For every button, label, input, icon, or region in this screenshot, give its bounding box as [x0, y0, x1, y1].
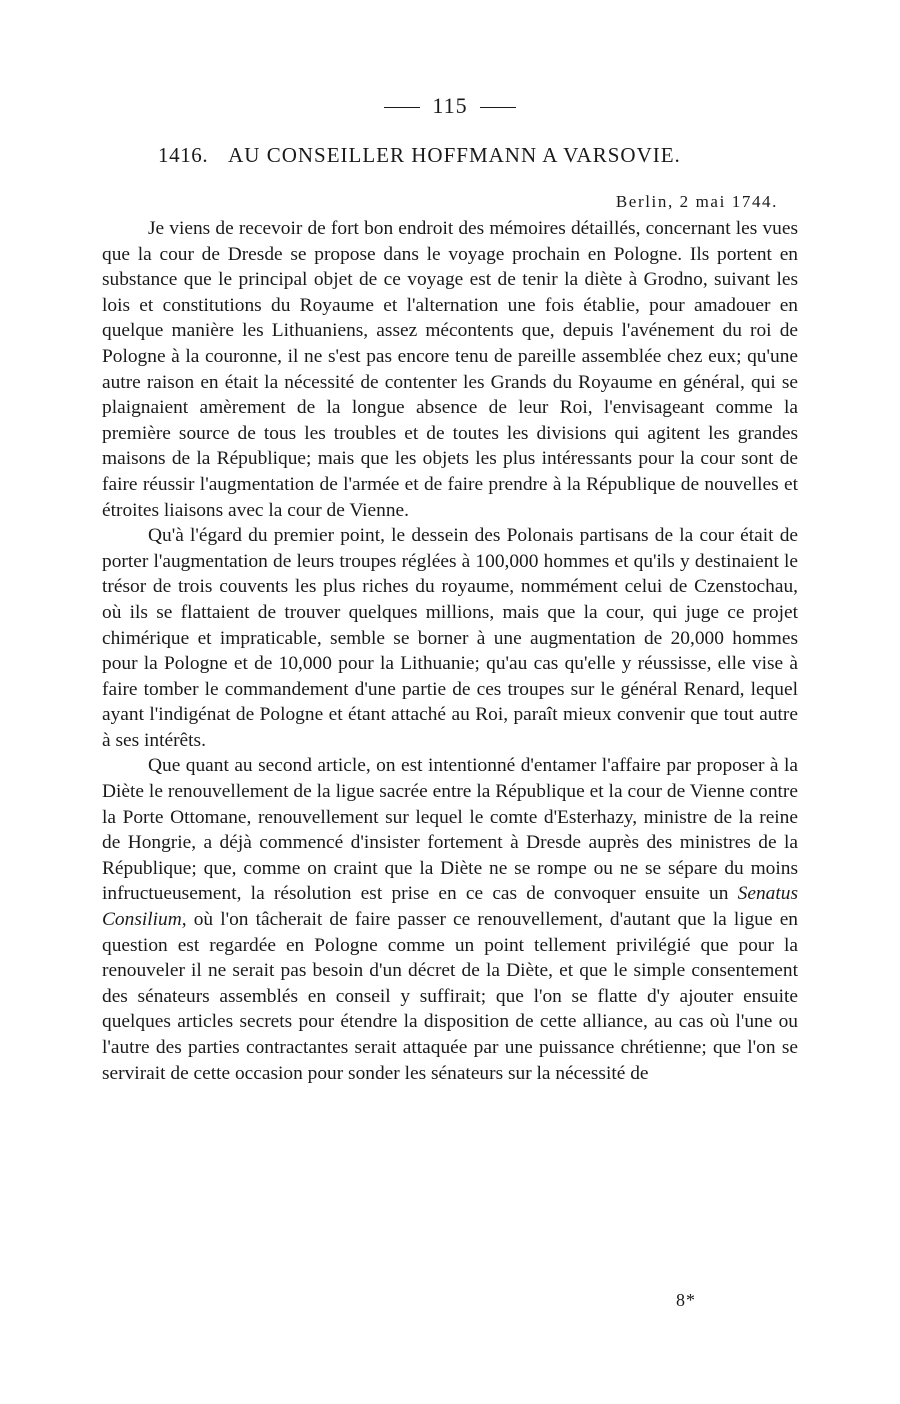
- letter-number: 1416.: [158, 143, 209, 167]
- paragraph-2: [102, 523, 798, 753]
- paragraph-3: [102, 753, 798, 1086]
- letter-title: AU CONSEILLER HOFFMANN A VARSOVIE.: [228, 143, 681, 167]
- paragraph-3-text-before: Que quant au second article, on est intentionné d'entamer l'affaire par proposer à la Diète le renouvellement de la ligue sacrée entre la République et la cour de Vienne contre la Porte Ottomane, renouvellement sur lequel le comte d'Esterhazy, ministre de la reine de Hongrie, a déjà commencé d'insister fortement à Dresde auprès des ministres de la République; que, comme on craint que la Diète ne se rompe ou ne se sépare du moins infructueusement, la résolution est prise en ce cas de convoquer ensuite un: [102, 755, 798, 905]
- paragraph-3-text-after: , où l'on tâcherait de faire passer ce renouvellement, d'autant que la ligue en question est regardée en Pologne comme un point tellement privilégié que pour la renouveler il ne serait pas besoin d'un décret de la Diète, et que le simple consentement des sénateurs assemblés en conseil y suffirait; que l'on se flatte d'y ajouter ensuite quelques articles secrets pour étendre la disposition de cette alliance, au cas où l'une ou l'autre des parties contractantes serait attaquée par une puissance chrétienne; que l'on se servirait de cette occasion pour sonder les sénateurs sur la nécessité de: [102, 909, 798, 1084]
- dateline: Berlin, 2 mai 1744.: [615, 192, 778, 211]
- page-number-text: 115: [432, 93, 468, 118]
- paragraph-1: [102, 216, 798, 523]
- paragraph-3-italic: Senatus Consilium: [102, 883, 798, 931]
- letter-body: [102, 216, 798, 1086]
- signature-mark: 8*: [676, 1290, 696, 1310]
- dash-left: [384, 107, 420, 108]
- page-number: [0, 93, 900, 119]
- paragraph-2-text: Qu'à l'égard du premier point, le dessein des Polonais partisans de la cour était de porter l'augmentation de leurs troupes réglées à 100,000 hommes et qu'ils y destinaient le trésor de trois couvents les plus riches du royaume, nommément celui de Czenstochau, où ils se flattaient de trouver quelques millions, mais que la cour, qui juge ce projet chimérique et impraticable, semble se borner à une augmentation de 20,000 hommes pour la Pologne et de 10,000 pour la Lithuanie; qu'au cas qu'elle y réussisse, elle vise à faire tomber le commandement d'une partie de ces troupes sur le général Renard, lequel ayant l'indigénat de Pologne et étant attaché au Roi, paraît mieux convenir que tout autre à ses intérêts.: [102, 525, 798, 751]
- paragraph-1-text: Je viens de recevoir de fort bon endroit des mémoires détaillés, concernant les vues que la cour de Dresde se propose dans le voyage prochain en Pologne. Ils portent en substance que le principal objet de ce voyage est de tenir la diète à Grodno, suivant les lois et constitutions du Royaume et l'alternation une fois établie, pour amadouer en quelque manière les Lithuaniens, assez mécontents que, depuis l'avénement du roi de Pologne à la couronne, il ne s'est pas encore tenu de pareille assemblée chez eux; qu'une autre raison en était la nécessité de contenter les Grands du Royaume en général, qui se plaignaient amèrement de la longue absence de leur Roi, l'envisageant comme la première source de tous les troubles et de toutes les divisions qui agitent les grandes maisons de la République; mais que les objets les plus intéressants pour la cour sont de faire réussir l'augmentation de l'armée et de faire prendre à la République de nouvelles et étroites liaisons avec la cour de Vienne.: [102, 218, 798, 521]
- dash-right: [480, 107, 516, 108]
- letter-heading: [158, 143, 798, 168]
